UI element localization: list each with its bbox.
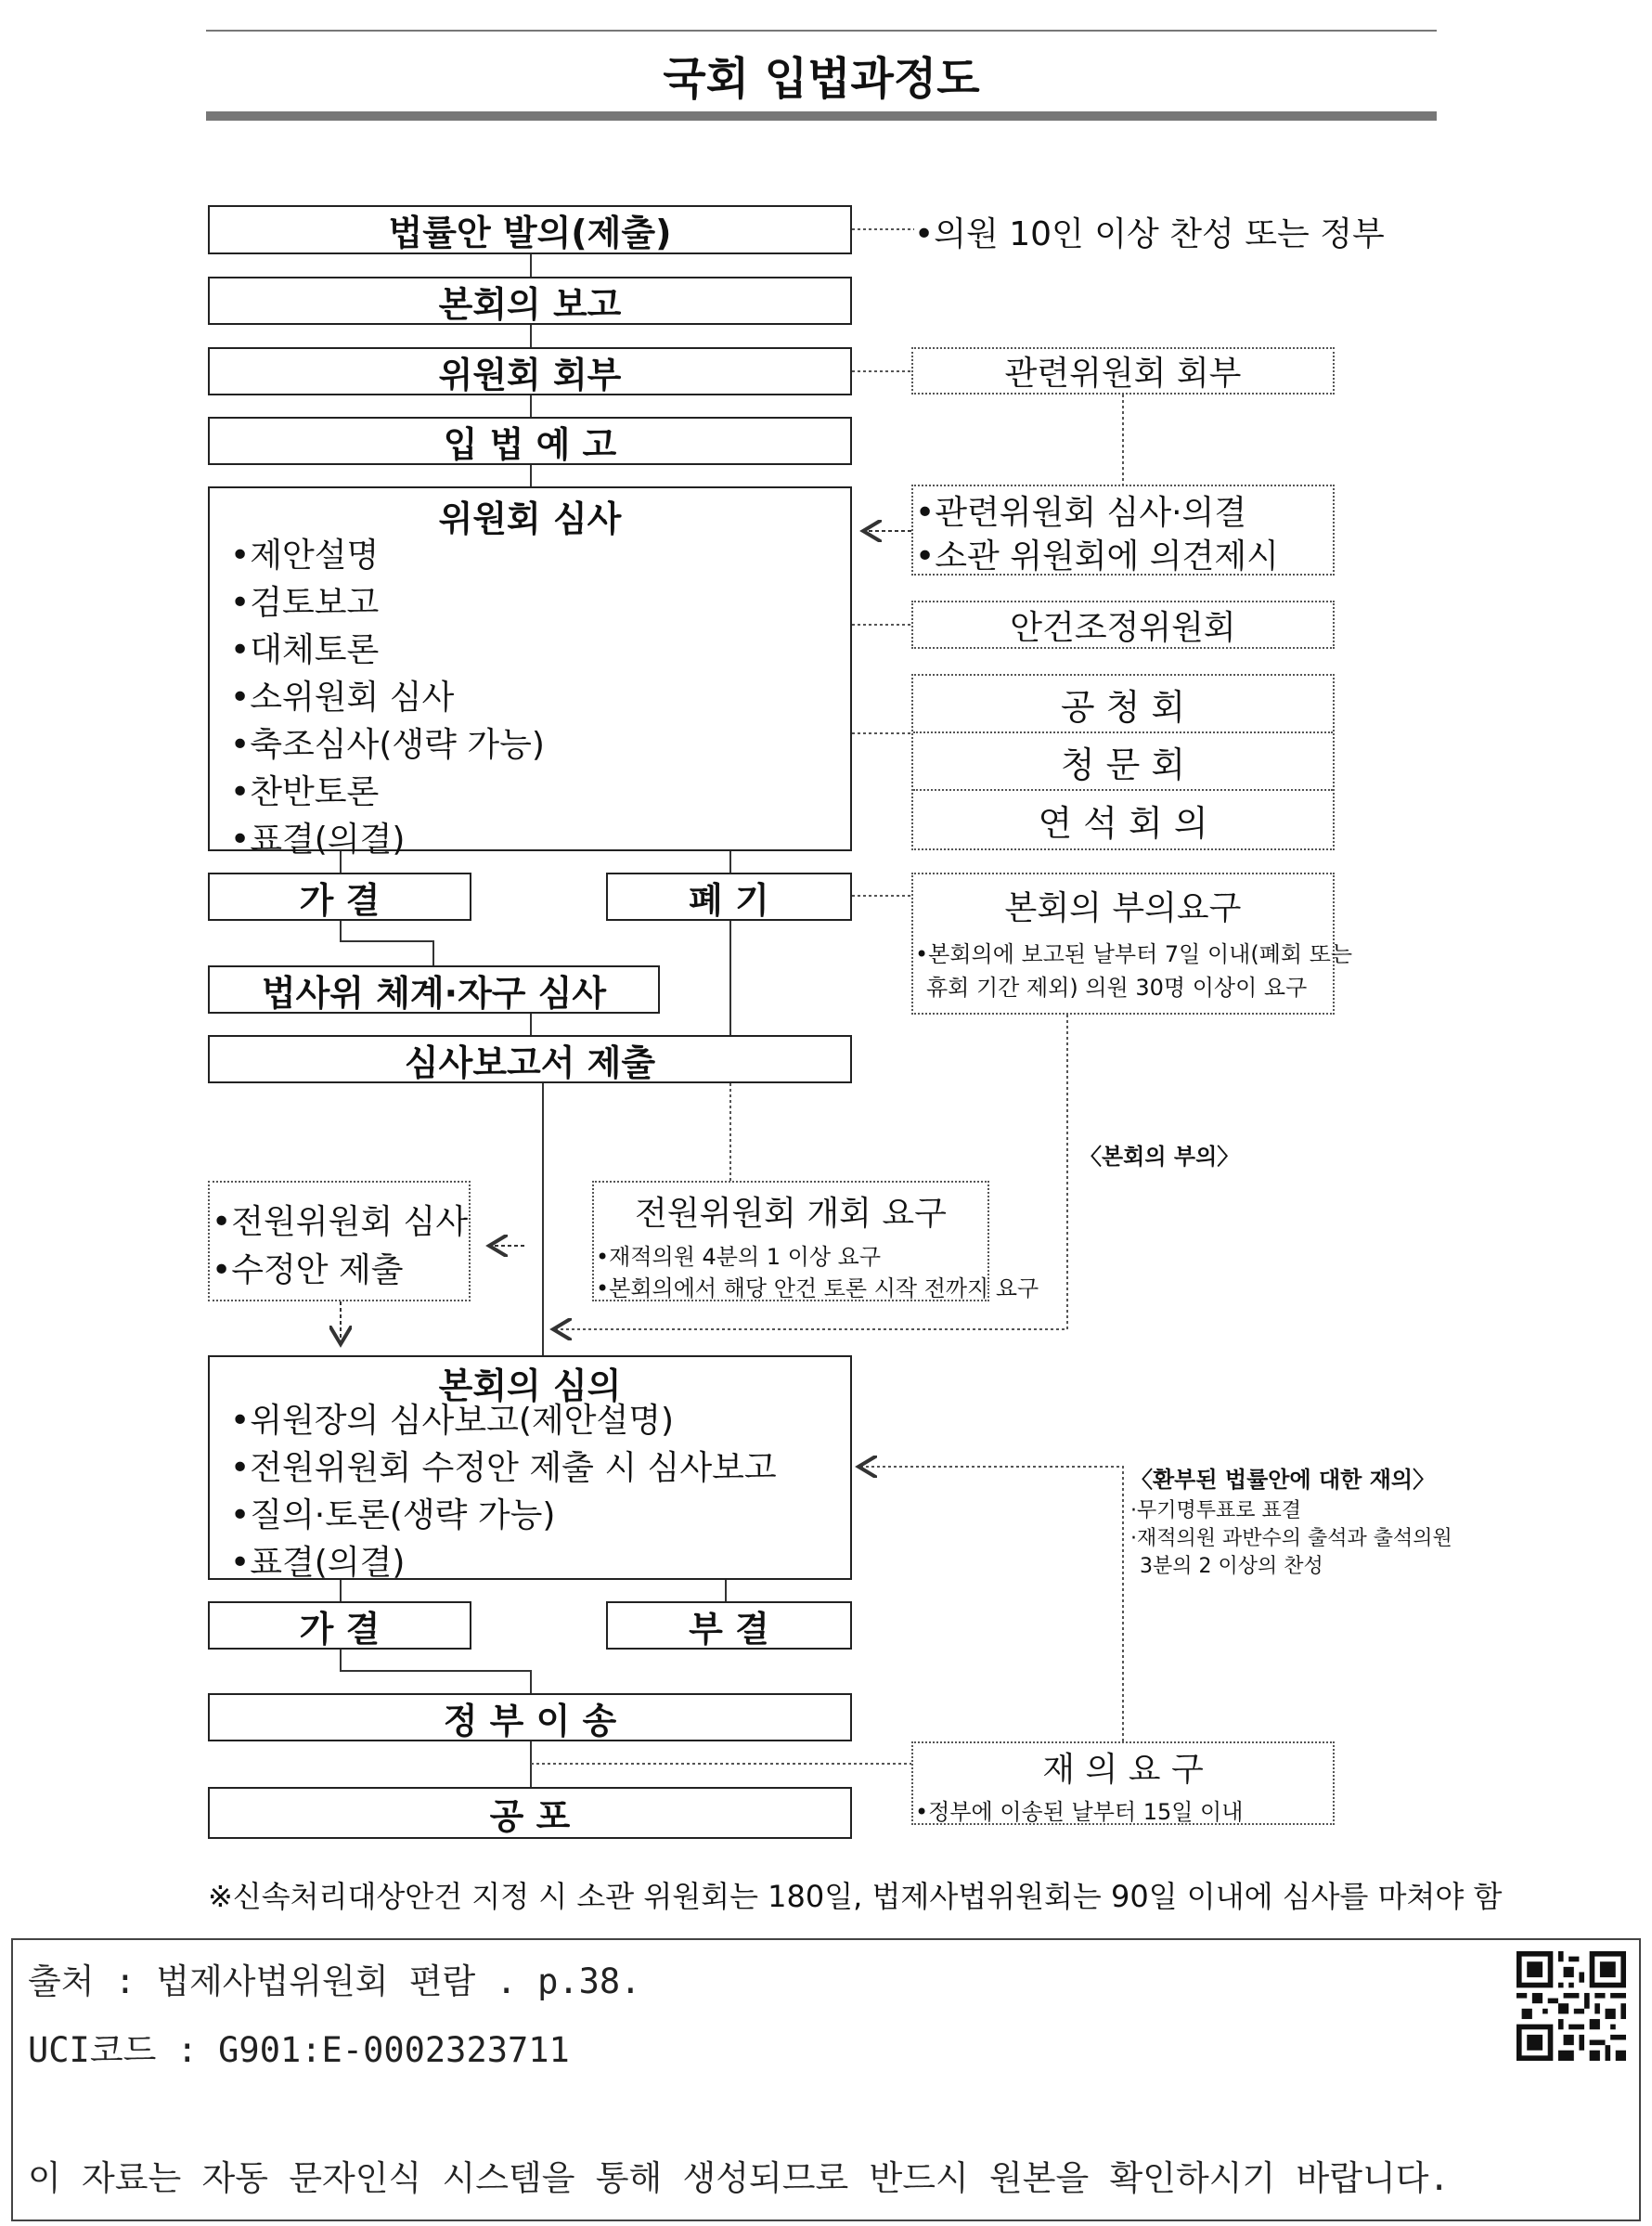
promulgation-box: 공 포 — [208, 1787, 852, 1839]
list-item: •검토보고 — [230, 584, 380, 622]
list-item: •찬반토론 — [230, 773, 380, 811]
list-item: •표결(의결) — [230, 1544, 406, 1582]
uci-code-text: UCI코드 : G901:E-0002323711 — [28, 2030, 570, 2070]
reconsideration-title: 〈환부된 법률안에 대한 재의〉 — [1130, 1467, 1436, 1493]
rejected-box: 부 결 — [606, 1601, 852, 1650]
whole-house-review-box — [208, 1181, 471, 1301]
committee-review-box — [208, 486, 852, 859]
hearings-group — [911, 674, 1335, 850]
whole-house-request-title: 전원위원회 개회 요구 — [635, 1194, 947, 1233]
ocr-notice-text: 이 자료는 자동 문자인식 시스템을 통해 생성되므로 반드시 원본을 확인하시기 바랍니다. — [28, 2158, 1450, 2198]
reconsideration-line: ·재적의원 과반수의 출석과 출석의원 — [1130, 1527, 1452, 1550]
qr-code-icon — [1516, 1951, 1626, 2061]
reconsideration-request-title: 재 의 요 구 — [1042, 1750, 1204, 1789]
plenary-deliberation-box — [208, 1355, 852, 1580]
committee-referral-box: 위원회 회부 — [208, 347, 852, 395]
whole-house-request-box — [592, 1181, 1039, 1301]
passed-box: 가 결 — [208, 1601, 471, 1650]
reconsideration-line: ·무기명투표로 표결 — [1130, 1499, 1302, 1522]
list-item: •전원위원회 수정안 제출 시 심사보고 — [230, 1449, 777, 1487]
legislative-notice-box: 입 법 예 고 — [208, 417, 852, 465]
committee-review-title: 위원회 심사 — [438, 498, 622, 539]
list-item: •소위원회 심사 — [230, 679, 455, 717]
list-item: •질의·토론(생략 가능) — [230, 1496, 556, 1534]
whole-house-request-note: •재적의원 4분의 1 이상 요구 — [596, 1244, 882, 1270]
reconsideration-line: 3분의 2 이상의 찬성 — [1140, 1555, 1323, 1578]
reconsideration-request-box — [911, 1741, 1335, 1825]
source-text: 출처 : 법제사법위원회 편람 . p.38. — [28, 1961, 641, 2001]
plenary-referral-label: 〈본회의 부의〉 — [1079, 1144, 1240, 1170]
judiciary-review-box: 법사위 체계·자구 심사 — [208, 965, 660, 1014]
public-hearing-item: 공 청 회 — [913, 676, 1333, 733]
list-item: •수정안 제출 — [212, 1251, 404, 1289]
plenary-request-box — [911, 873, 1353, 1015]
list-item: •관련위원회 심사·의결 — [915, 494, 1247, 532]
agenda-adjustment-box: 안건조정위원회 — [911, 601, 1335, 649]
personnel-hearing-item: 청 문 회 — [913, 733, 1333, 791]
whole-house-request-note: •본회의에서 해당 안건 토론 시작 전까지 요구 — [596, 1275, 1039, 1301]
joint-meeting-item: 연 석 회 의 — [1038, 802, 1208, 844]
list-item: •소관 위원회에 의견제시 — [915, 537, 1279, 576]
discarded-box: 폐 기 — [606, 873, 852, 921]
passed-box: 가 결 — [208, 873, 471, 921]
list-item: •위원장의 심사보고(제안설명) — [230, 1402, 675, 1440]
list-item: •표결(의결) — [230, 821, 406, 859]
plenary-report-box: 본회의 보고 — [208, 277, 852, 325]
list-item: •제안설명 — [230, 537, 380, 575]
plenary-request-note: 휴회 기간 제외) 의원 30명 이상이 요구 — [926, 975, 1308, 1001]
ocr-footer-box — [11, 1938, 1641, 2221]
page-title: 국회 입법과정도 — [663, 52, 980, 105]
related-committee-review-box — [911, 485, 1335, 576]
list-item: •축조심사(생략 가능) — [230, 726, 545, 764]
proposal-note: •의원 10인 이상 찬성 또는 정부 — [914, 215, 1385, 253]
reconsideration-request-note: •정부에 이송된 날부터 15일 이내 — [915, 1799, 1244, 1825]
plenary-deliberation-title: 본회의 심의 — [438, 1365, 622, 1406]
plenary-request-note: •본회의에 보고된 날부터 7일 이내(폐회 또는 — [915, 941, 1353, 967]
bill-proposal-box: 법률안 발의(제출) — [208, 205, 852, 254]
list-item: •대체토론 — [230, 631, 380, 669]
plenary-request-title: 본회의 부의요구 — [1004, 888, 1242, 927]
government-transfer-box: 정 부 이 송 — [208, 1693, 852, 1741]
list-item: •전원위원회 심사 — [212, 1203, 469, 1241]
related-committee-referral-box: 관련위원회 회부 — [911, 347, 1335, 395]
footnote: ※신속처리대상안건 지정 시 소관 위원회는 180일, 법제사법위원회는 90일 이내에 심사를 마쳐야 함 — [208, 1879, 1503, 1914]
reconsideration-label — [1130, 1461, 1465, 1581]
report-submission-box: 심사보고서 제출 — [208, 1035, 852, 1083]
